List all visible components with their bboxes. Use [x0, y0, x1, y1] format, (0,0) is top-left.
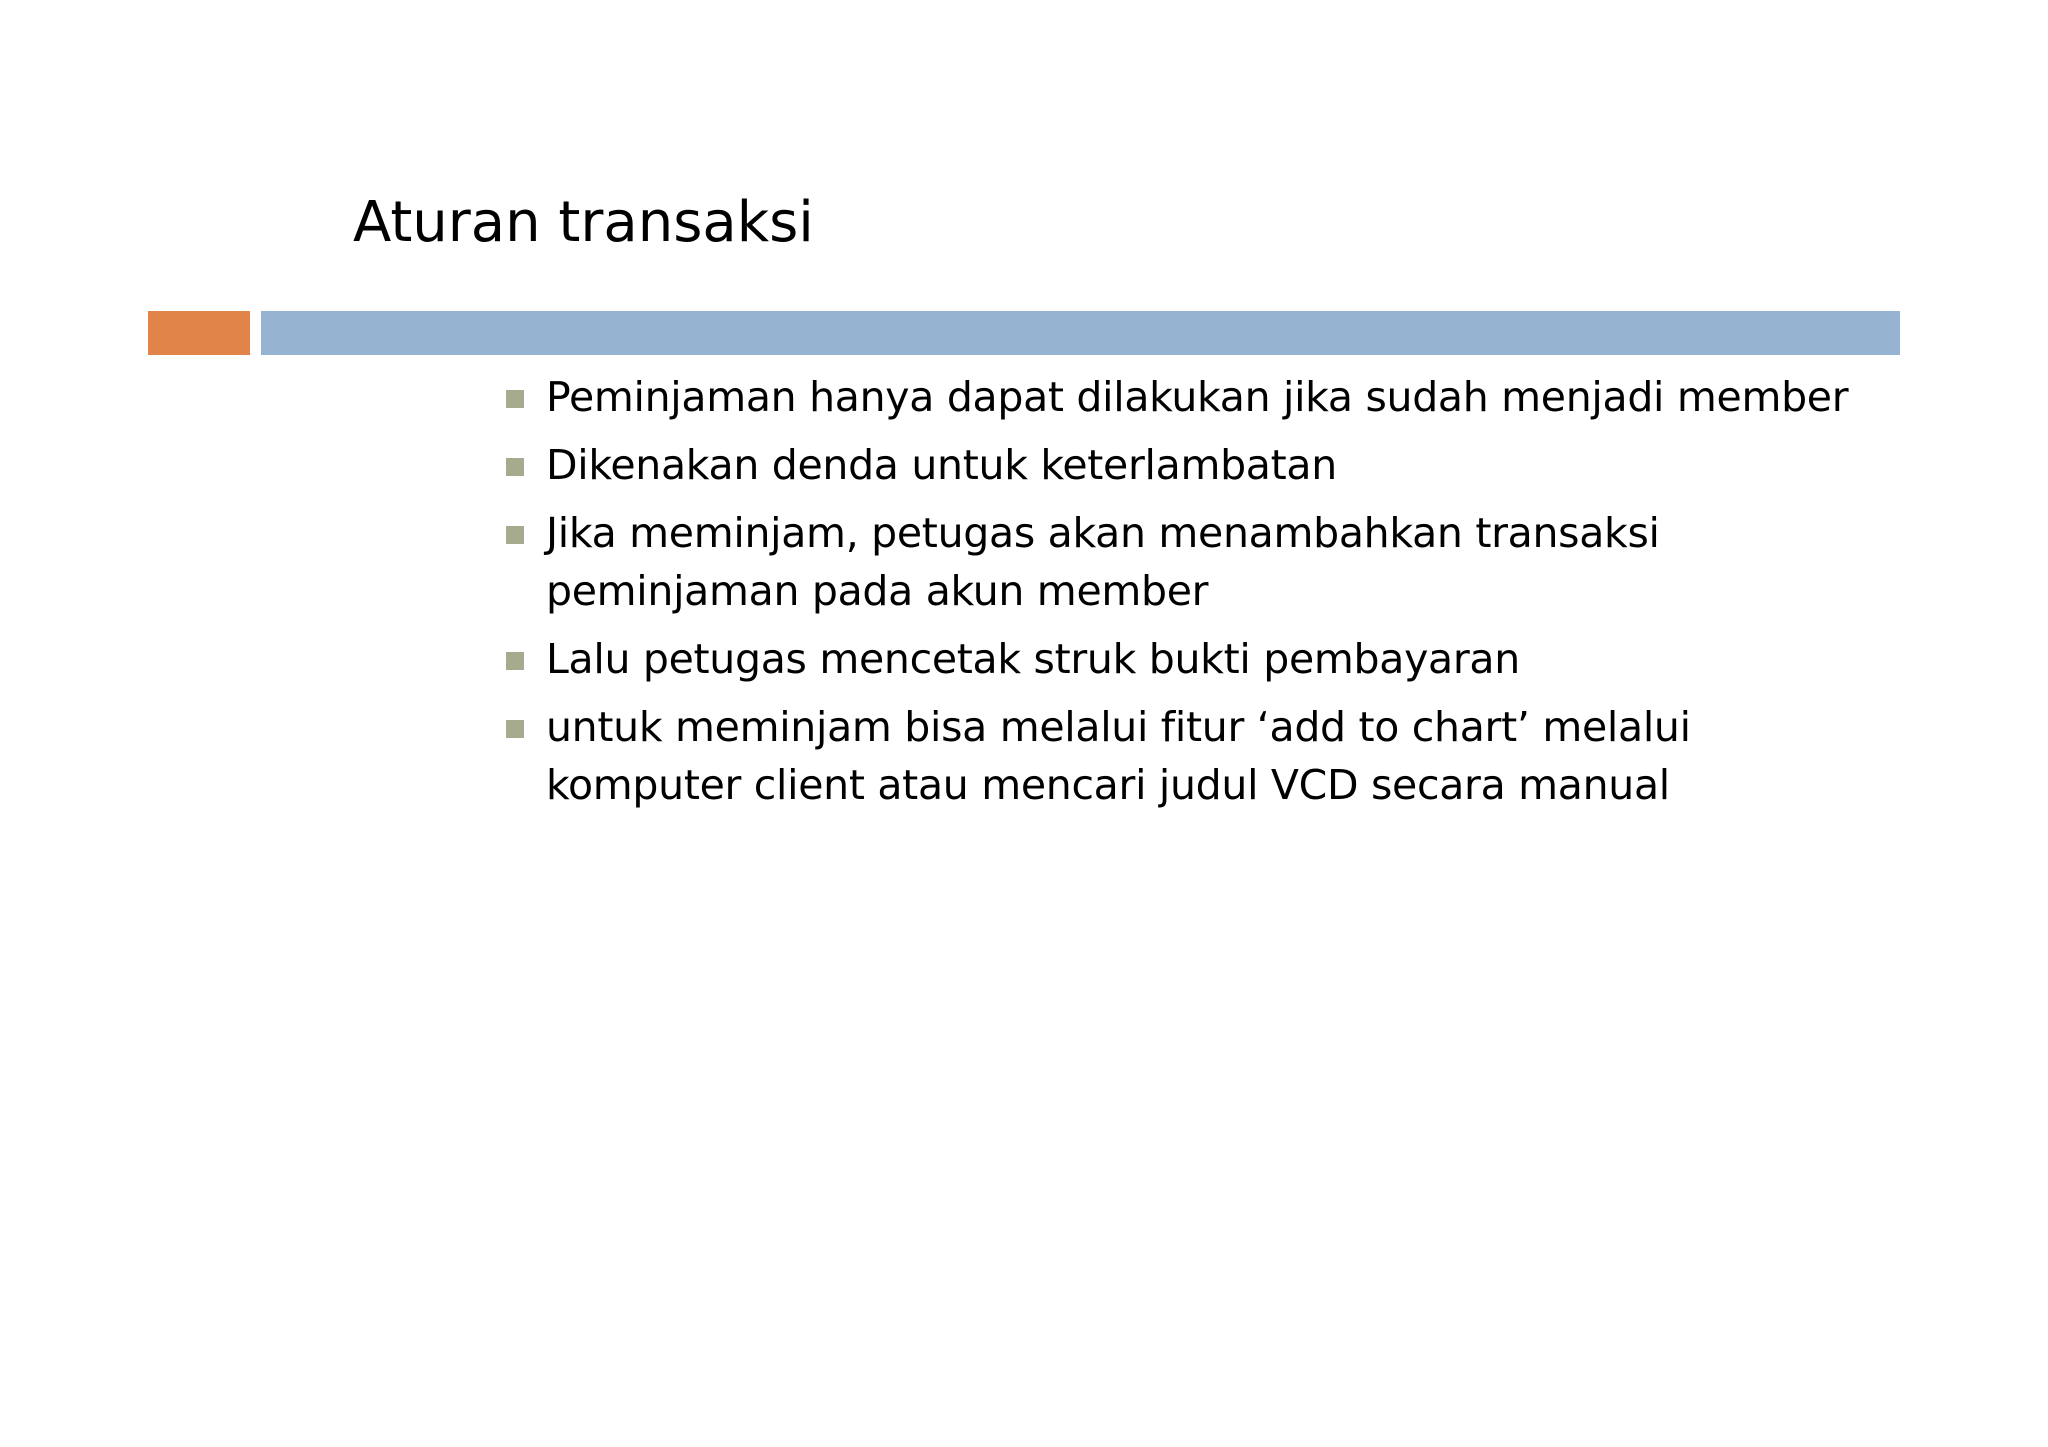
slide-title: Aturan transaksi: [353, 190, 814, 255]
list-item: [504, 436, 1864, 494]
square-bullet-icon: [506, 652, 524, 670]
list-item: [504, 368, 1864, 426]
bullet-text: untuk meminjam bisa melalui fitur ‘add to chart’ melalui komputer client atau mencari judul VCD secara manual: [546, 703, 1691, 809]
square-bullet-icon: [506, 390, 524, 408]
bullet-text: Dikenakan denda untuk keterlambatan: [546, 441, 1337, 489]
title-accent-bar: [148, 311, 250, 355]
bullet-list: [504, 368, 1864, 824]
bullet-text: Peminjaman hanya dapat dilakukan jika sudah menjadi member: [546, 373, 1849, 421]
bullet-text: Jika meminjam, petugas akan menambahkan transaksi peminjaman pada akun member: [546, 509, 1660, 615]
bullet-text: Lalu petugas mencetak struk bukti pembayaran: [546, 635, 1520, 683]
square-bullet-icon: [506, 458, 524, 476]
title-rule-bar: [261, 311, 1900, 355]
list-item: [504, 504, 1864, 620]
square-bullet-icon: [506, 526, 524, 544]
list-item: [504, 630, 1864, 688]
list-item: [504, 698, 1864, 814]
square-bullet-icon: [506, 720, 524, 738]
